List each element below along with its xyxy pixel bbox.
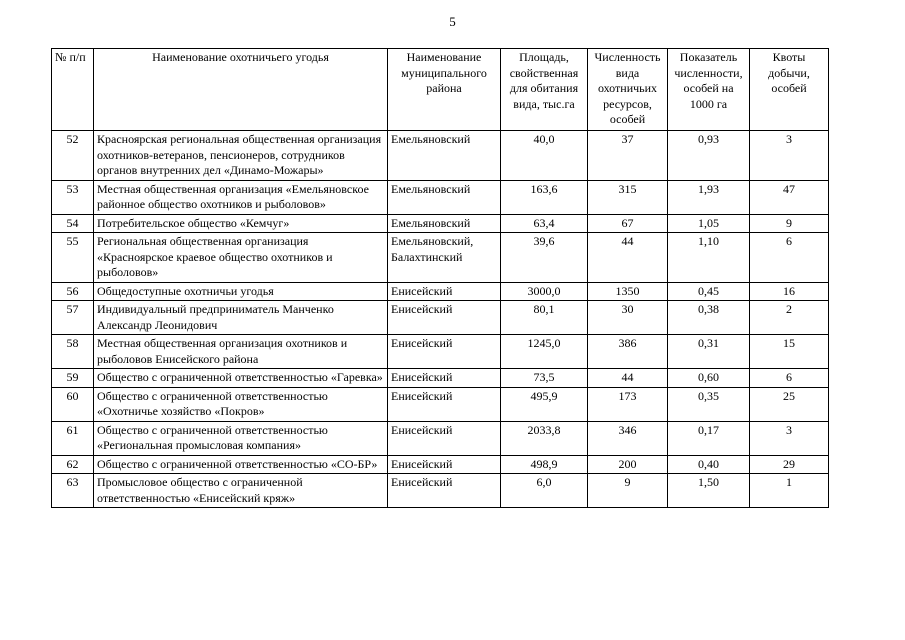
row-num: 63 — [52, 474, 94, 508]
row-name: Местная общественная организация «Емельяновское районное общество охотников и рыболовов» — [94, 180, 388, 214]
row-num: 52 — [52, 131, 94, 181]
table-row — [52, 214, 829, 233]
table-row — [52, 387, 829, 421]
row-district: Емельяновский — [388, 180, 501, 214]
header-num: № п/п — [52, 49, 94, 131]
row-quota: 29 — [750, 455, 829, 474]
row-name: Потребительское общество «Кемчуг» — [94, 214, 388, 233]
row-num: 53 — [52, 180, 94, 214]
page-number: 5 — [449, 14, 456, 29]
row-area: 39,6 — [501, 233, 588, 283]
row-count: 1350 — [588, 282, 668, 301]
row-count: 173 — [588, 387, 668, 421]
row-density: 0,31 — [668, 335, 750, 369]
row-area: 3000,0 — [501, 282, 588, 301]
row-name: Общество с ограниченной ответственностью «Охотничье хозяйство «Покров» — [94, 387, 388, 421]
row-num: 57 — [52, 301, 94, 335]
table-row — [52, 180, 829, 214]
table-row — [52, 282, 829, 301]
row-num: 59 — [52, 369, 94, 388]
table-row — [52, 421, 829, 455]
row-density: 1,93 — [668, 180, 750, 214]
row-district: Енисейский — [388, 474, 501, 508]
row-quota: 3 — [750, 131, 829, 181]
row-district: Енисейский — [388, 335, 501, 369]
row-num: 56 — [52, 282, 94, 301]
row-density: 0,60 — [668, 369, 750, 388]
row-district: Енисейский — [388, 301, 501, 335]
row-area: 2033,8 — [501, 421, 588, 455]
row-area: 163,6 — [501, 180, 588, 214]
row-quota: 1 — [750, 474, 829, 508]
row-quota: 3 — [750, 421, 829, 455]
row-density: 1,50 — [668, 474, 750, 508]
header-area: Площадь, свойственная для обитания вида, тыс.га — [501, 49, 588, 131]
row-area: 80,1 — [501, 301, 588, 335]
table-row — [52, 335, 829, 369]
row-name: Местная общественная организация охотников и рыболовов Енисейского района — [94, 335, 388, 369]
row-density: 0,40 — [668, 455, 750, 474]
row-area: 6,0 — [501, 474, 588, 508]
row-quota: 9 — [750, 214, 829, 233]
row-count: 37 — [588, 131, 668, 181]
row-name: Промысловое общество с ограниченной ответственностью «Енисейский кряж» — [94, 474, 388, 508]
row-name: Красноярская региональная общественная организация охотников-ветеранов, пенсионеров, сотрудников органов внутренних дел «Динамо-Можары» — [94, 131, 388, 181]
row-quota: 2 — [750, 301, 829, 335]
header-density: Показатель численности, особей на 1000 га — [668, 49, 750, 131]
header-quota: Квоты добычи, особей — [750, 49, 829, 131]
row-density: 1,05 — [668, 214, 750, 233]
row-area: 498,9 — [501, 455, 588, 474]
row-district: Емельяновский, Балахтинский — [388, 233, 501, 283]
row-count: 44 — [588, 233, 668, 283]
table-row — [52, 474, 829, 508]
row-district: Енисейский — [388, 387, 501, 421]
row-area: 40,0 — [501, 131, 588, 181]
row-num: 58 — [52, 335, 94, 369]
row-quota: 16 — [750, 282, 829, 301]
row-density: 1,10 — [668, 233, 750, 283]
row-num: 54 — [52, 214, 94, 233]
table-row — [52, 455, 829, 474]
row-area: 73,5 — [501, 369, 588, 388]
row-name: Региональная общественная организация «Красноярское краевое общество охотников и рыболовов» — [94, 233, 388, 283]
table-row — [52, 131, 829, 181]
table-row — [52, 233, 829, 283]
row-density: 0,35 — [668, 387, 750, 421]
row-quota: 47 — [750, 180, 829, 214]
row-quota: 6 — [750, 369, 829, 388]
row-district: Енисейский — [388, 421, 501, 455]
hunting-quota-table — [51, 48, 829, 508]
row-name: Общедоступные охотничьи угодья — [94, 282, 388, 301]
table-row — [52, 301, 829, 335]
row-district: Енисейский — [388, 369, 501, 388]
row-count: 200 — [588, 455, 668, 474]
row-district: Енисейский — [388, 455, 501, 474]
row-count: 30 — [588, 301, 668, 335]
row-density: 0,93 — [668, 131, 750, 181]
row-name: Общество с ограниченной ответственностью «Гаревка» — [94, 369, 388, 388]
row-num: 61 — [52, 421, 94, 455]
row-district: Емельяновский — [388, 214, 501, 233]
row-count: 346 — [588, 421, 668, 455]
row-density: 0,17 — [668, 421, 750, 455]
row-density: 0,45 — [668, 282, 750, 301]
row-count: 9 — [588, 474, 668, 508]
header-row — [52, 49, 829, 131]
row-name: Индивидуальный предприниматель Манченко Александр Леонидович — [94, 301, 388, 335]
header-district: Наименование муниципального района — [388, 49, 501, 131]
row-quota: 25 — [750, 387, 829, 421]
row-count: 67 — [588, 214, 668, 233]
row-density: 0,38 — [668, 301, 750, 335]
table-row — [52, 369, 829, 388]
row-district: Енисейский — [388, 282, 501, 301]
row-quota: 15 — [750, 335, 829, 369]
row-area: 63,4 — [501, 214, 588, 233]
row-num: 62 — [52, 455, 94, 474]
row-district: Емельяновский — [388, 131, 501, 181]
row-area: 495,9 — [501, 387, 588, 421]
header-count: Численность вида охотничьих ресурсов, особей — [588, 49, 668, 131]
header-name: Наименование охотничьего угодья — [94, 49, 388, 131]
row-quota: 6 — [750, 233, 829, 283]
row-num: 60 — [52, 387, 94, 421]
row-name: Общество с ограниченной ответственностью «Региональная промысловая компания» — [94, 421, 388, 455]
row-count: 44 — [588, 369, 668, 388]
row-name: Общество с ограниченной ответственностью «СО-БР» — [94, 455, 388, 474]
row-area: 1245,0 — [501, 335, 588, 369]
row-count: 315 — [588, 180, 668, 214]
row-num: 55 — [52, 233, 94, 283]
row-count: 386 — [588, 335, 668, 369]
